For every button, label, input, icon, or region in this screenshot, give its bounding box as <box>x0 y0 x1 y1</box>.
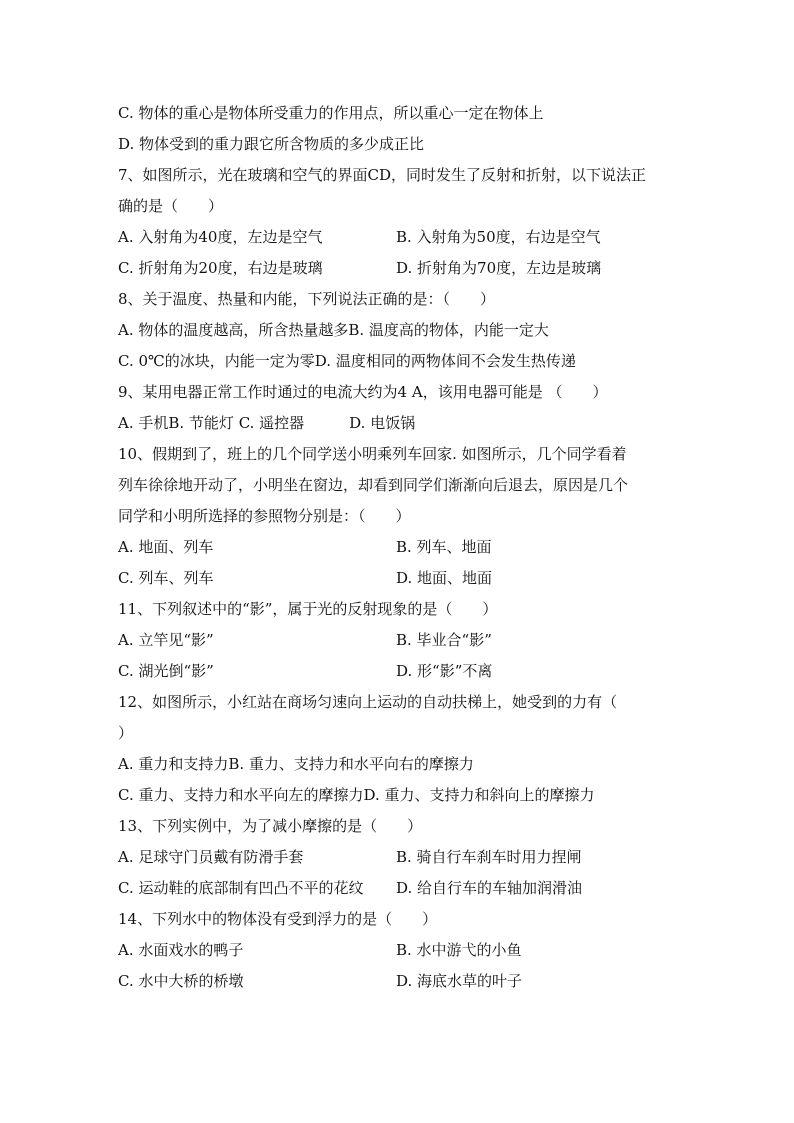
option-b: B. 列车、地面 <box>396 538 492 556</box>
option-a: A. 地面、列车 <box>118 538 214 556</box>
option-a: A. 立竿见“影” <box>118 631 214 649</box>
question-11-stem: 11、下列叙述中的“影”，属于光的反射现象的是（ ） <box>118 600 498 618</box>
option-c: C. 列车、列车 <box>118 569 214 587</box>
question-9-stem: 9、某用电器正常工作时通过的电流大约为4 A，该用电器可能是 （ ） <box>118 383 608 401</box>
option-d: D. 形“影”不离 <box>396 662 493 680</box>
option-b: B. 水中游弋的小鱼 <box>396 941 522 959</box>
question-10-options-row-2 <box>118 563 678 594</box>
question-8-options-cd: C. 0℃的冰块，内能一定为零D. 温度相同的两物体间不会发生热传递 <box>118 352 576 370</box>
question-7-stem: 7、如图所示，光在玻璃和空气的界面CD，同时发生了反射和折射，以下说法正 <box>118 166 647 184</box>
question-13-options-row-2 <box>118 873 678 904</box>
option-a: A. 水面戏水的鸭子 <box>118 941 244 959</box>
question-7-options-row-1 <box>118 222 678 253</box>
question-10-stem-cont: 同学和小明所选择的参照物分别是：（ ） <box>118 507 411 525</box>
question-8-stem: 8、关于温度、热量和内能，下列说法正确的是：（ ） <box>118 290 496 308</box>
question-12-options-cd: C. 重力、支持力和水平向左的摩擦力D. 重力、支持力和斜向上的摩擦力 <box>118 786 595 804</box>
question-12-options-ab: A. 重力和支持力B. 重力、支持力和水平向右的摩擦力 <box>118 755 474 773</box>
question-12-stem-cont: ） <box>118 724 134 742</box>
option-a: A. 入射角为40度，左边是空气 <box>118 228 323 246</box>
question-13-stem: 13、下列实例中，为了减小摩擦的是（ ） <box>118 817 423 835</box>
question-7-stem-cont: 确的是（ ） <box>118 197 224 215</box>
question-14-options-row-2 <box>118 966 678 997</box>
question-13-options-row-1 <box>118 842 678 873</box>
question-7-options-row-2 <box>118 253 678 284</box>
option-text: D. 物体受到的重力跟它所含物质的多少成正比 <box>118 135 425 153</box>
option-text: C. 物体的重心是物体所受重力的作用点，所以重心一定在物体上 <box>118 104 544 122</box>
option-c: C. 折射角为20度，右边是玻璃 <box>118 259 323 277</box>
option-c: C. 运动鞋的底部制有凹凸不平的花纹 <box>118 879 364 897</box>
option-d: D. 海底水草的叶子 <box>396 972 523 990</box>
question-14-options-row-1 <box>118 935 678 966</box>
option-a: A. 足球守门员戴有防滑手套 <box>118 848 304 866</box>
option-c: C. 湖光倒“影” <box>118 662 214 680</box>
question-10-stem: 10、假期到了，班上的几个同学送小明乘列车回家. 如图所示，几个同学看着 <box>118 445 627 463</box>
document-page <box>118 98 678 997</box>
option-d: D. 地面、地面 <box>396 569 493 587</box>
question-11-options-row-1 <box>118 625 678 656</box>
question-14-stem: 14、下列水中的物体没有受到浮力的是（ ） <box>118 910 438 928</box>
question-9-options: A. 手机B. 节能灯 C. 遥控器 D. 电饭锅 <box>118 414 416 432</box>
option-b: B. 毕业合“影” <box>396 631 492 649</box>
question-8-options-ab: A. 物体的温度越高，所含热量越多B. 温度高的物体，内能一定大 <box>118 321 549 339</box>
question-10-stem-cont: 列车徐徐地开动了，小明坐在窗边，却看到同学们渐渐向后退去，原因是几个 <box>118 476 629 494</box>
option-b: B. 骑自行车刹车时用力捏闸 <box>396 848 582 866</box>
question-11-options-row-2 <box>118 656 678 687</box>
question-12-stem: 12、如图所示，小红站在商场匀速向上运动的自动扶梯上，她受到的力有（ <box>118 693 618 711</box>
option-c: C. 水中大桥的桥墩 <box>118 972 244 990</box>
option-d: D. 折射角为70度，左边是玻璃 <box>396 259 602 277</box>
question-10-options-row-1 <box>118 532 678 563</box>
option-b: B. 入射角为50度，右边是空气 <box>396 228 601 246</box>
option-d: D. 给自行车的车轴加润滑油 <box>396 879 583 897</box>
